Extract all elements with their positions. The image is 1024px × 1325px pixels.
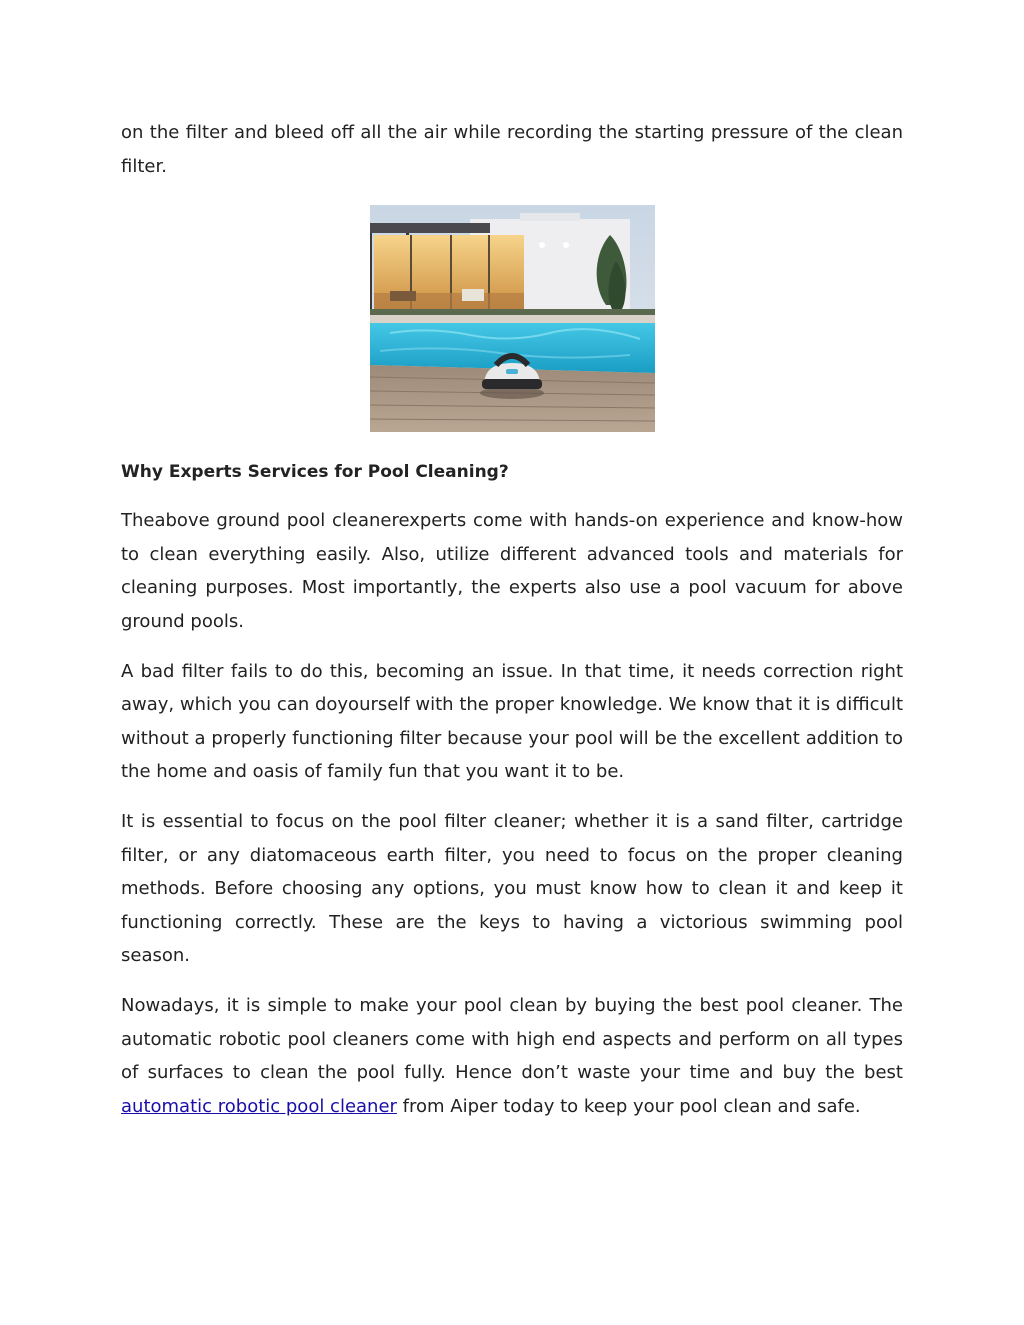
pool-photo xyxy=(370,205,655,432)
closing-text-before: Nowadays, it is simple to make your pool clean by buying the best pool cleaner. The automatic robotic pool cleaners come with high end aspects and perform on all types of surfaces to clean the pool fully. Hence don’t waste your time and buy the best xyxy=(121,994,903,1084)
intro-paragraph: on the filter and bleed off all the air while recording the starting pressure of the clean filter. xyxy=(121,122,903,177)
paragraph-bad-filter: A bad filter fails to do this, becoming an issue. In that time, it needs correction right away, which you can doyourself with the proper knowledge. We know that it is difficult without a properly functioning filter because your pool will be the excellent addition to the home and oasis of family fun that you want it to be. xyxy=(121,660,903,783)
paragraph-experts: Theabove ground pool cleanerexperts come with hands-on experience and know-how to clean everything easily. Also, utilize different advanced tools and materials for cleaning purposes. Most importantly, the experts also use a pool vacuum for above ground pools. xyxy=(121,510,903,632)
section-heading: Why Experts Services for Pool Cleaning? xyxy=(121,462,509,483)
document-page xyxy=(121,116,903,1139)
paragraph-filter-cleaner: It is essential to focus on the pool filter cleaner; whether it is a sand filter, cartridge filter, or any diatomaceous earth filter, you need to focus on the proper cleaning methods. Before choosing any options, you must know how to clean it and keep it functioning correctly. These are the keys to having a victorious swimming pool season. xyxy=(121,810,903,967)
closing-text-after: from Aiper today to keep your pool clean and safe. xyxy=(396,1095,861,1117)
automatic-robotic-pool-cleaner-link[interactable]: automatic robotic pool cleaner xyxy=(121,1095,397,1117)
pergola-roof xyxy=(370,223,490,233)
pool-with-robotic-cleaner-photo xyxy=(370,205,655,432)
paragraph-closing xyxy=(121,989,903,1123)
